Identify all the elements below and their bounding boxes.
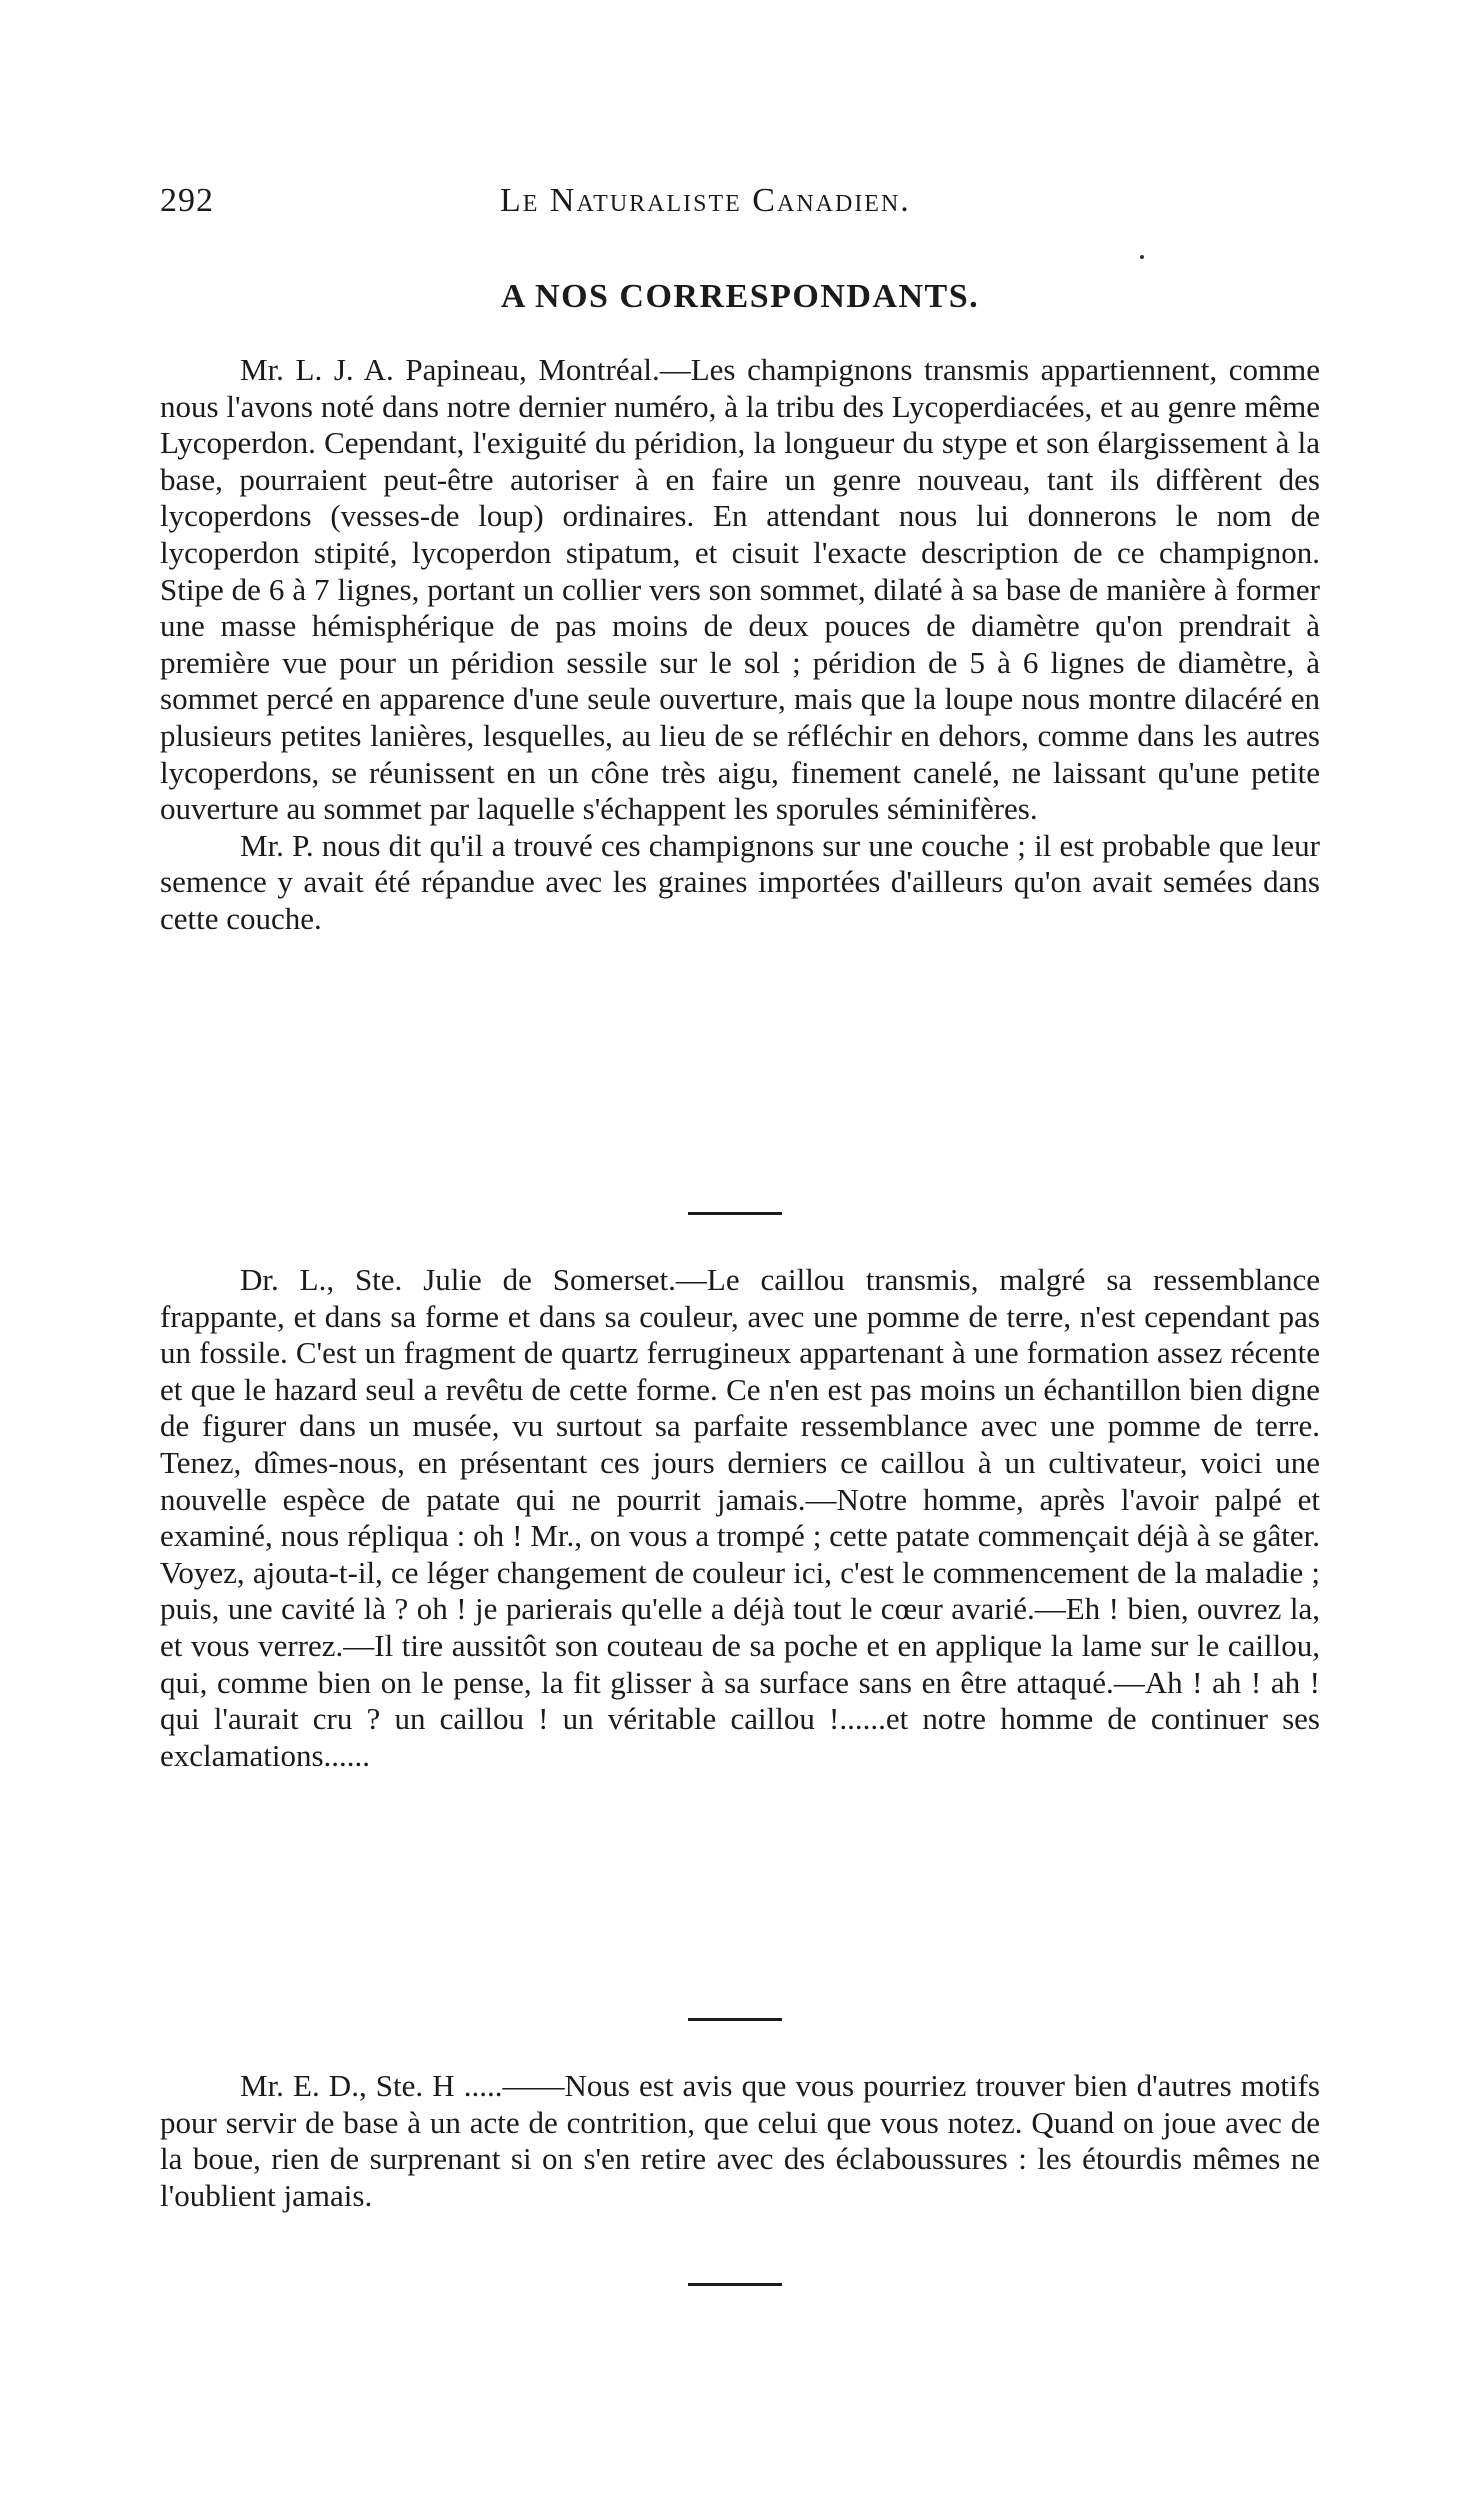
letter-paragraph: Mr. L. J. A. Papineau, Montréal.—Les champignons transmis appartiennent, comme nous l'avons noté dans notre dernier numéro, à la tribu des Lycoperdiacées, et au genre même Lycoperdon. Cependant, l'exiguité du péridion, la longueur du stype et son élargissement à la base, pourraient peut-être autoriser à en faire un genre nouveau, tant ils diffèrent des lycoperdons (vesses-de loup) ordinaires. En attendant nous lui donnerons le nom de lycoperdon stipité, lycoperdon stipatum, et cisuit l'exacte description de ce champignon. Stipe de 6 à 7 lignes, portant un collier vers son sommet, dilaté à sa base de manière à former une masse hémisphérique de pas moins de deux pouces de diamètre qu'on prendrait à première vue pour un péridion sessile sur le sol ; péridion de 5 à 6 lignes de diamètre, à sommet percé en apparence d'une seule ouverture, mais que la loupe nous montre dilacéré en plusieurs petites lanières, lesquelles, au lieu de se réfléchir en dehors, comme dans les autres lycoperdons, se réunissent en un cône très aigu, finement canelé, ne laissant qu'une petite ouverture au sommet par laquelle s'échappent les sporules séminifères. bbox=[160, 352, 1320, 827]
separator-rule bbox=[688, 2018, 782, 2021]
page-number: 292 bbox=[160, 182, 214, 219]
letter-e-d bbox=[160, 2068, 1320, 2214]
letter-paragraph: Mr. P. nous dit qu'il a trouvé ces champignons sur une couche ; il est probable que leur semence y avait été répandue avec les graines importées d'ailleurs qu'on avait semées dans cette couche. bbox=[160, 827, 1320, 936]
separator-rule bbox=[688, 1212, 782, 1215]
print-speck bbox=[1140, 255, 1144, 259]
separator-rule bbox=[688, 2283, 782, 2286]
running-title: Le Naturaliste Canadien. bbox=[500, 182, 911, 219]
letter-paragraph: Dr. L., Ste. Julie de Somerset.—Le caillou transmis, malgré sa ressemblance frappante, et dans sa forme et dans sa couleur, avec une pomme de terre, n'est cependant pas un fossile. C'est un fragment de quartz ferrugineux appartenant à une formation assez récente et que le hazard seul a revêtu de cette forme. Ce n'en est pas moins un échantillon bien digne de figurer dans un musée, vu surtout sa parfaite ressemblance avec une pomme de terre. Tenez, dîmes-nous, en présentant ces jours derniers ce caillou à un cultivateur, voici une nouvelle espèce de patate qui ne pourrit jamais.—Notre homme, après l'avoir palpé et examiné, nous répliqua : oh ! Mr., on vous a trompé ; cette patate commençait déjà à se gâter. Voyez, ajouta-t-il, ce léger changement de couleur ici, c'est le commencement de la maladie ; puis, une cavité là ? oh ! je parierais qu'elle a déjà tout le cœur avarié.—Eh ! bien, ouvrez la, et vous verrez.—Il tire aussitôt son couteau de sa poche et en applique la lame sur le caillou, qui, comme bien on le pense, la fit glisser à sa surface sans en être attaqué.—Ah ! ah ! ah ! qui l'aurait cru ? un caillou ! un véritable caillou !......et notre homme de continuer ses exclamations...... bbox=[160, 1262, 1320, 1773]
page-header bbox=[160, 182, 1320, 228]
letter-papineau bbox=[160, 352, 1320, 938]
letter-paragraph: Mr. E. D., Ste. H .....——Nous est avis que vous pourriez trouver bien d'autres motifs pour servir de base à un acte de contrition, que celui que vous notez. Quand on joue avec de la boue, rien de surprenant si on s'en retire avec des éclaboussures : les étourdis mêmes ne l'oublient jamais. bbox=[160, 2068, 1320, 2213]
section-title: A NOS CORRESPONDANTS. bbox=[500, 278, 980, 315]
letter-dr-l bbox=[160, 1262, 1320, 1774]
